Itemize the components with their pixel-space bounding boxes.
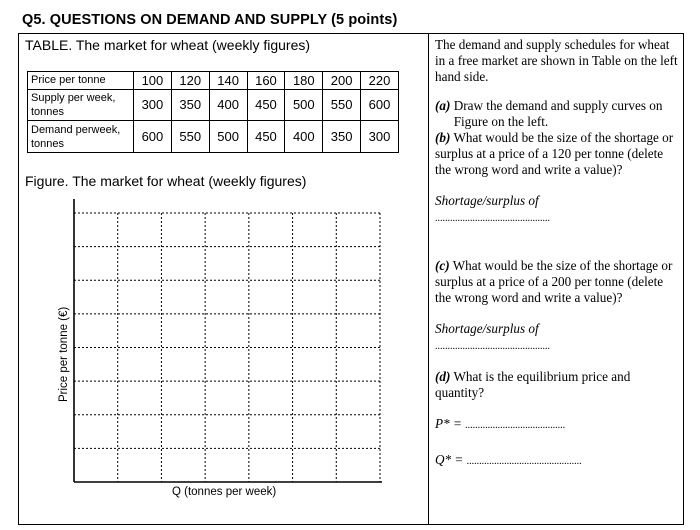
equilibrium-price-label: P* =: [435, 416, 462, 431]
y-axis-label: Price per tonne (€): [58, 306, 70, 402]
table-cell: 400: [209, 89, 247, 121]
table-cell: 450: [247, 121, 285, 153]
table-cell: 160: [247, 72, 285, 90]
question-a-label: (a): [435, 98, 451, 113]
table-cell: 120: [171, 72, 209, 90]
row-label: Supply per week, tonnes: [28, 89, 134, 121]
table-cell: 550: [171, 121, 209, 153]
table-cell: 550: [323, 89, 361, 121]
question-c-answer-label: Shortage/surplus of: [435, 321, 539, 336]
table-cell: 200: [323, 72, 361, 90]
figure-caption: Figure. The market for wheat (weekly figures): [25, 173, 307, 189]
question-a-text: Draw the demand and supply curves on Figure on the left.: [453, 98, 663, 129]
x-axis-label: Q (tonnes per week): [172, 486, 277, 498]
question-d: [435, 369, 680, 401]
graph-gridlines: [74, 213, 380, 482]
question-title: Q5. QUESTIONS ON DEMAND AND SUPPLY (5 points): [22, 12, 398, 28]
intro-text: The demand and supply schedules for wheat in a free market are shown in Table on the left hand side.: [435, 37, 678, 84]
question-c-text: What would be the size of the shortage or surplus at a price of a 200 per tonne (delete the wrong word and write a value)?: [435, 258, 673, 305]
question-c: [435, 258, 680, 306]
table-cell: 100: [134, 72, 172, 90]
table-cell: 350: [323, 121, 361, 153]
question-c-label: (c): [435, 258, 450, 273]
table-cell: 140: [209, 72, 247, 90]
question-b-answer-label: Shortage/surplus of: [435, 193, 539, 208]
equilibrium-price-line: [435, 416, 680, 434]
question-c-answer-blank[interactable]: ..............................................: [435, 341, 550, 352]
table-cell: 300: [134, 89, 172, 121]
question-d-label: (d): [435, 369, 451, 384]
table-cell: 220: [361, 72, 399, 90]
question-b-text: What would be the size of the shortage or surplus at a price of a 120 per tonne (delete the wrong word and write a value)?: [435, 130, 674, 177]
table-cell: 450: [247, 89, 285, 121]
table-cell: 600: [361, 89, 399, 121]
table-cell: 500: [285, 89, 323, 121]
row-label: Demand perweek, tonnes: [28, 121, 134, 153]
table-caption: TABLE. The market for wheat (weekly figures): [25, 37, 311, 53]
equilibrium-quantity-line: [435, 452, 680, 470]
question-b-answer-blank[interactable]: ..............................................: [435, 213, 550, 224]
equilibrium-quantity-blank[interactable]: ..............................................: [466, 456, 582, 467]
table-cell: 600: [134, 121, 172, 153]
equilibrium-quantity-label: Q* =: [435, 452, 464, 467]
question-b-label: (b): [435, 130, 451, 145]
equilibrium-price-blank[interactable]: ........................................: [465, 420, 566, 431]
table-cell: 300: [361, 121, 399, 153]
table-cell: 500: [209, 121, 247, 153]
table-cell: 350: [171, 89, 209, 121]
row-label: Price per tonne: [28, 72, 134, 90]
question-a: [435, 98, 680, 130]
question-d-text: What is the equilibrium price and quantity?: [435, 369, 631, 400]
table-cell: 400: [285, 121, 323, 153]
question-b: [435, 130, 680, 178]
table-cell: 180: [285, 72, 323, 90]
